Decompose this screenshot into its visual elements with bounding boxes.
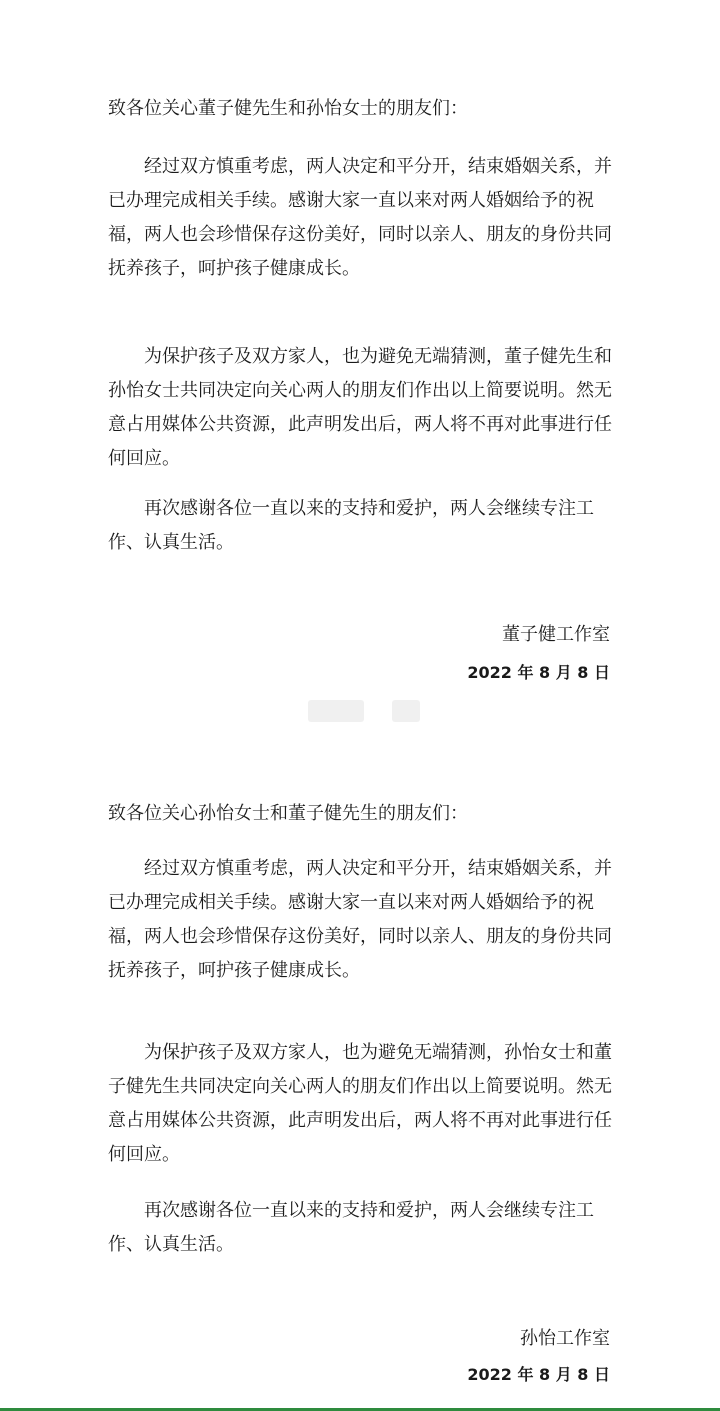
date: 2022 年 8 月 8 日 bbox=[467, 663, 610, 682]
blurred-watermark bbox=[392, 700, 420, 722]
paragraph-3: 再次感谢各位一直以来的支持和爱护，两人会继续专注工作、认真生活。 bbox=[108, 1200, 594, 1255]
blurred-watermark bbox=[308, 700, 364, 722]
signature: 孙怡工作室 bbox=[520, 1328, 610, 1349]
date: 2022 年 8 月 8 日 bbox=[467, 1365, 610, 1384]
paragraph-1: 经过双方慎重考虑，两人决定和平分开，结束婚姻关系，并已办理完成相关手续。感谢大家一直以来对两人婚姻给予的祝福，两人也会珍惜保存这份美好，同时以亲人、朋友的身份共同抚养孩子，呵护孩子健康成长。 bbox=[108, 858, 612, 981]
paragraph-2: 为保护孩子及双方家人，也为避免无端猜测，董子健先生和孙怡女士共同决定向关心两人的朋友们作出以上简要说明。然无意占用媒体公共资源，此声明发出后，两人将不再对此事进行任何回应。 bbox=[108, 346, 612, 469]
salutation: 致各位关心孙怡女士和董子健先生的朋友们： bbox=[108, 803, 468, 824]
paragraph-2: 为保护孩子及双方家人，也为避免无端猜测，孙怡女士和董子健先生共同决定向关心两人的朋友们作出以上简要说明。然无意占用媒体公共资源，此声明发出后，两人将不再对此事进行任何回应。 bbox=[108, 1042, 612, 1165]
paragraph-3: 再次感谢各位一直以来的支持和爱护，两人会继续专注工作、认真生活。 bbox=[108, 498, 594, 553]
paragraph-1: 经过双方慎重考虑，两人决定和平分开，结束婚姻关系，并已办理完成相关手续。感谢大家一直以来对两人婚姻给予的祝福，两人也会珍惜保存这份美好，同时以亲人、朋友的身份共同抚养孩子，呵护孩子健康成长。 bbox=[108, 156, 612, 279]
signature: 董子健工作室 bbox=[502, 624, 610, 645]
salutation: 致各位关心董子健先生和孙怡女士的朋友们： bbox=[108, 98, 468, 119]
